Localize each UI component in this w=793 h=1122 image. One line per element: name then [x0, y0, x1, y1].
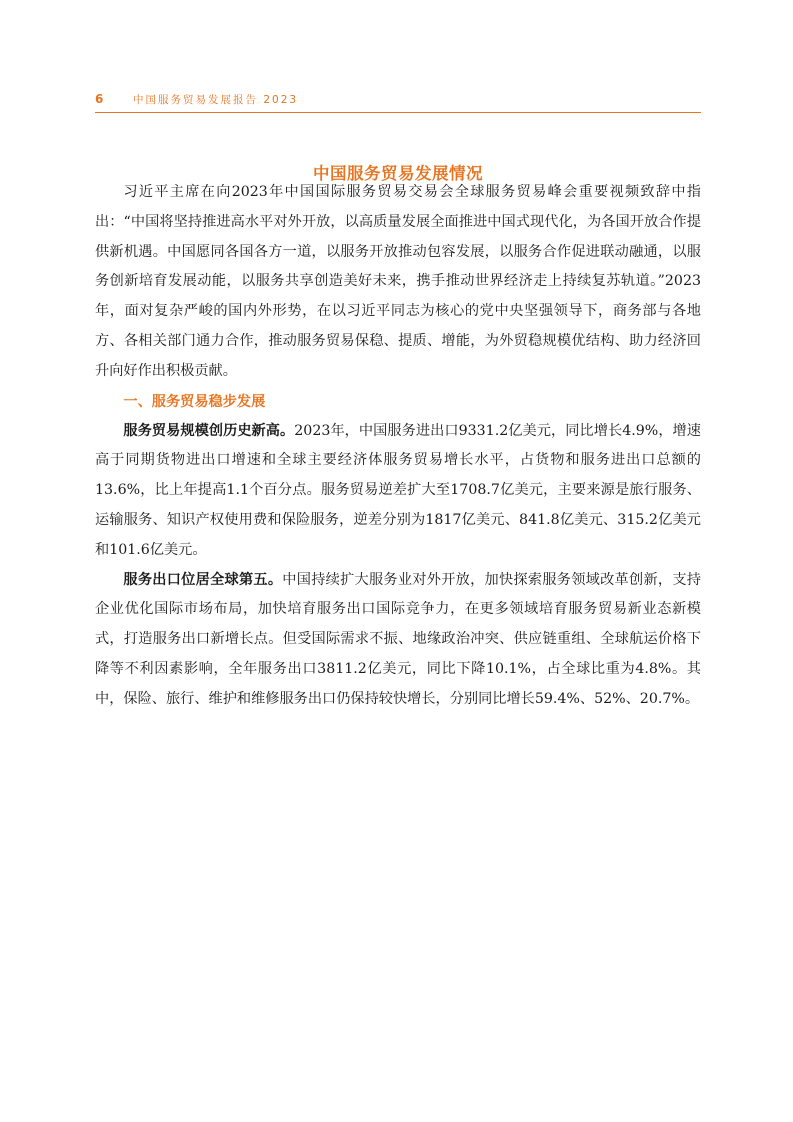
export-paragraph: [95, 566, 701, 715]
scale-paragraph: [95, 417, 701, 566]
subheading-steady-development: 一、服务贸易稳步发展: [123, 393, 266, 410]
section-title: 中国服务贸易发展情况: [313, 164, 483, 183]
export-body: 中国持续扩大服务业对外开放，加快探索服务领域改革创新，支持企业优化国际市场布局，加快培育服务出口国际竞争力，在更多领域培育服务贸易新业态新模式，打造服务出口新增长点。但受国际需求不振、地缘政治冲突、供应链重组、全球航运价格下降等不利因素影响，全年服务出口3811.2亿美元，同比下降10.1%，占全球比重为4.8%。其中，保险、旅行、维护和维修服务出口仍保持较快增长，分别同比增长59.4%、52%、20.7%。: [95, 571, 701, 707]
scale-body: 2023年，中国服务进出口9331.2亿美元，同比增长4.9%，增速高于同期货物进出口增速和全球主要经济体服务贸易增长水平，占货物和服务进出口总额的13.6%，比上年提高1.1个百分点。服务贸易逆差扩大至1708.7亿美元，主要来源是旅行服务、运输服务、知识产权使用费和保险服务，逆差分别为1817亿美元、841.8亿美元、315.2亿美元和101.6亿美元。: [95, 422, 701, 558]
export-lead: 服务出口位居全球第五。: [123, 571, 283, 588]
running-header: [95, 92, 701, 112]
header-divider: [95, 112, 701, 113]
page-number: 6: [95, 92, 104, 106]
report-title: 中国服务贸易发展报告 2023: [133, 94, 299, 106]
scale-lead: 服务贸易规模创历史新高。: [123, 422, 295, 439]
intro-paragraph: 习近平主席在向2023年中国国际服务贸易交易会全球服务贸易峰会重要视频致辞中指出：“中国将坚持推进高水平对外开放，以高质量发展全面推进中国式现代化，为各国开放合作提供新机遇。中国愿同各国各方一道，以服务开放推动包容发展，以服务合作促进联动融通，以服务创新培育发展动能，以服务共享创造美好未来，携手推动世界经济走上持续复苏轨道。”2023年，面对复杂严峻的国内外形势，在以习近平同志为核心的党中央坚强领导下，商务部与各地方、各相关部门通力合作，推动服务贸易保稳、提质、增能，为外贸稳规模优结构、助力经济回升向好作出积极贡献。: [95, 184, 701, 379]
body-text: [95, 178, 701, 715]
